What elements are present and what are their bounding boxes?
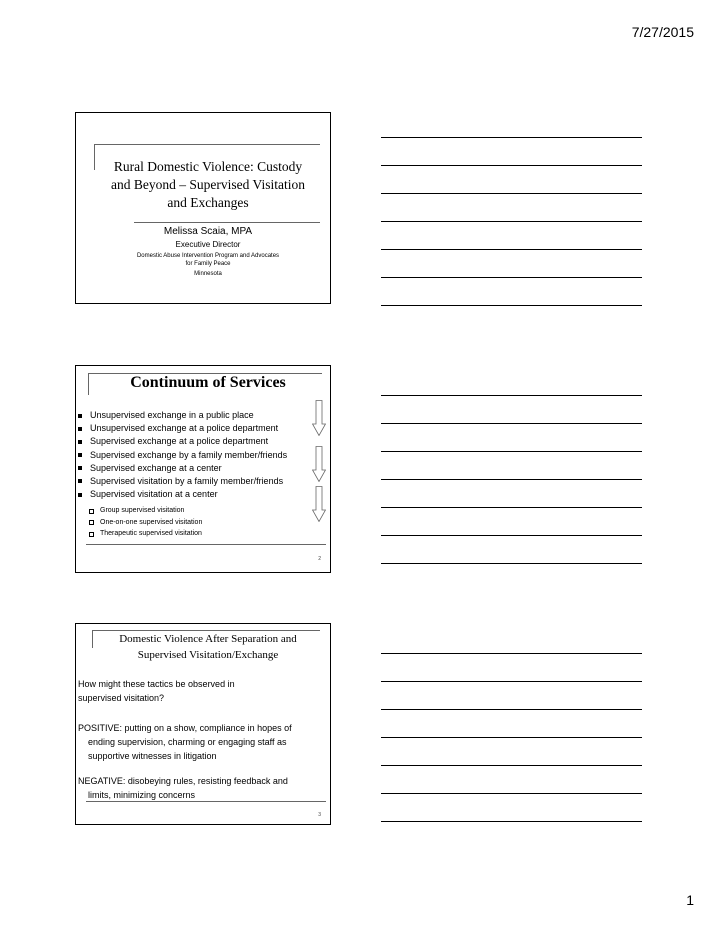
list-item: Supervised exchange by a family member/friends xyxy=(76,449,287,462)
list-item: Supervised exchange at a center xyxy=(76,462,287,475)
slide-title-line: Rural Domestic Violence: Custody xyxy=(113,159,303,174)
notes-line xyxy=(381,221,642,222)
organization-line: for Family Peace xyxy=(185,261,231,267)
notes-line xyxy=(381,653,642,654)
bullet-square xyxy=(78,479,82,483)
notes-line xyxy=(381,535,642,536)
text-line: NEGATIVE: disobeying rules, resisting feedback and xyxy=(78,776,288,786)
organization-line: Domestic Abuse Intervention Program and Advocates xyxy=(136,253,280,259)
list-item: Therapeutic supervised visitation xyxy=(86,528,202,540)
slide-title-bracket-side xyxy=(94,144,95,170)
bullet-square xyxy=(78,453,82,457)
list-item: Supervised exchange at a police department xyxy=(76,435,287,448)
slide-footer-rule xyxy=(86,544,326,545)
notes-line xyxy=(381,479,642,480)
slide-number: 2 xyxy=(318,556,321,562)
slide-title-bracket-side xyxy=(88,373,89,395)
notes-line xyxy=(381,305,642,306)
hollow-bullet xyxy=(89,532,94,537)
slide-title-line: and Beyond – Supervised Visitation xyxy=(111,177,305,192)
notes-line xyxy=(381,507,642,508)
negative-tactics xyxy=(78,774,324,802)
presenter-role: Executive Director xyxy=(175,240,241,249)
slide-title: Continuum of Services xyxy=(130,374,286,391)
notes-line xyxy=(381,709,642,710)
bullet-square xyxy=(78,427,82,431)
notes-line xyxy=(381,765,642,766)
slide-2 xyxy=(75,365,331,573)
down-arrow-icon xyxy=(312,400,326,436)
positive-tactics xyxy=(78,721,324,763)
slide-title-bracket-top xyxy=(94,144,320,145)
list-item: Unsupervised exchange in a public place xyxy=(76,409,287,422)
hollow-bullet xyxy=(89,520,94,525)
list-item: Supervised visitation at a center xyxy=(76,488,287,501)
text-line: POSITIVE: putting on a show, compliance in hopes of xyxy=(78,723,292,733)
bullet-square xyxy=(78,440,82,444)
slide-title-line: Domestic Violence After Separation and xyxy=(119,633,297,645)
text-line: How might these tactics be observed in xyxy=(78,679,235,689)
notes-line xyxy=(381,249,642,250)
presenter-location: Minnesota xyxy=(194,271,222,277)
notes-line xyxy=(381,793,642,794)
slide-number: 3 xyxy=(318,812,321,818)
slide-title-line: Supervised Visitation/Exchange xyxy=(137,649,279,661)
notes-line xyxy=(381,563,642,564)
slide-title xyxy=(96,631,320,663)
print-date: 7/27/2015 xyxy=(631,24,694,40)
list-item: Supervised visitation by a family member/friends xyxy=(76,475,287,488)
notes-line xyxy=(381,451,642,452)
text-line: supervised visitation? xyxy=(78,693,165,703)
notes-line xyxy=(381,193,642,194)
hollow-bullet xyxy=(89,509,94,514)
title-divider xyxy=(134,222,320,223)
notes-line xyxy=(381,681,642,682)
discussion-question xyxy=(78,677,324,705)
list-item: Group supervised visitation xyxy=(86,505,202,517)
presenter-organization xyxy=(106,252,310,268)
bullet-square xyxy=(78,414,82,418)
bullet-square xyxy=(78,493,82,497)
notes-line xyxy=(381,165,642,166)
slide-title-bracket-side xyxy=(92,630,93,648)
slide-1 xyxy=(75,112,331,304)
text-line: limits, minimizing concerns xyxy=(88,790,196,800)
notes-line xyxy=(381,395,642,396)
presenter-name: Melissa Scaia, MPA xyxy=(163,226,253,237)
bullet-square xyxy=(78,466,82,470)
page-number: 1 xyxy=(686,892,694,908)
text-line: supportive witnesses in litigation xyxy=(88,751,217,761)
notes-line xyxy=(381,277,642,278)
text-line: ending supervision, charming or engaging staff as xyxy=(88,737,287,747)
visitation-sublist xyxy=(86,505,202,540)
list-item: One-on-one supervised visitation xyxy=(86,517,202,529)
slide-title xyxy=(96,158,320,212)
slide-title-line: and Exchanges xyxy=(167,195,249,210)
list-item: Unsupervised exchange at a police department xyxy=(76,422,287,435)
notes-line xyxy=(381,821,642,822)
service-list xyxy=(76,409,287,501)
slide-footer-rule xyxy=(86,801,326,802)
slide-3 xyxy=(75,623,331,825)
notes-line xyxy=(381,137,642,138)
notes-line xyxy=(381,737,642,738)
down-arrow-icon xyxy=(312,486,326,522)
down-arrow-icon xyxy=(312,446,326,482)
notes-line xyxy=(381,423,642,424)
